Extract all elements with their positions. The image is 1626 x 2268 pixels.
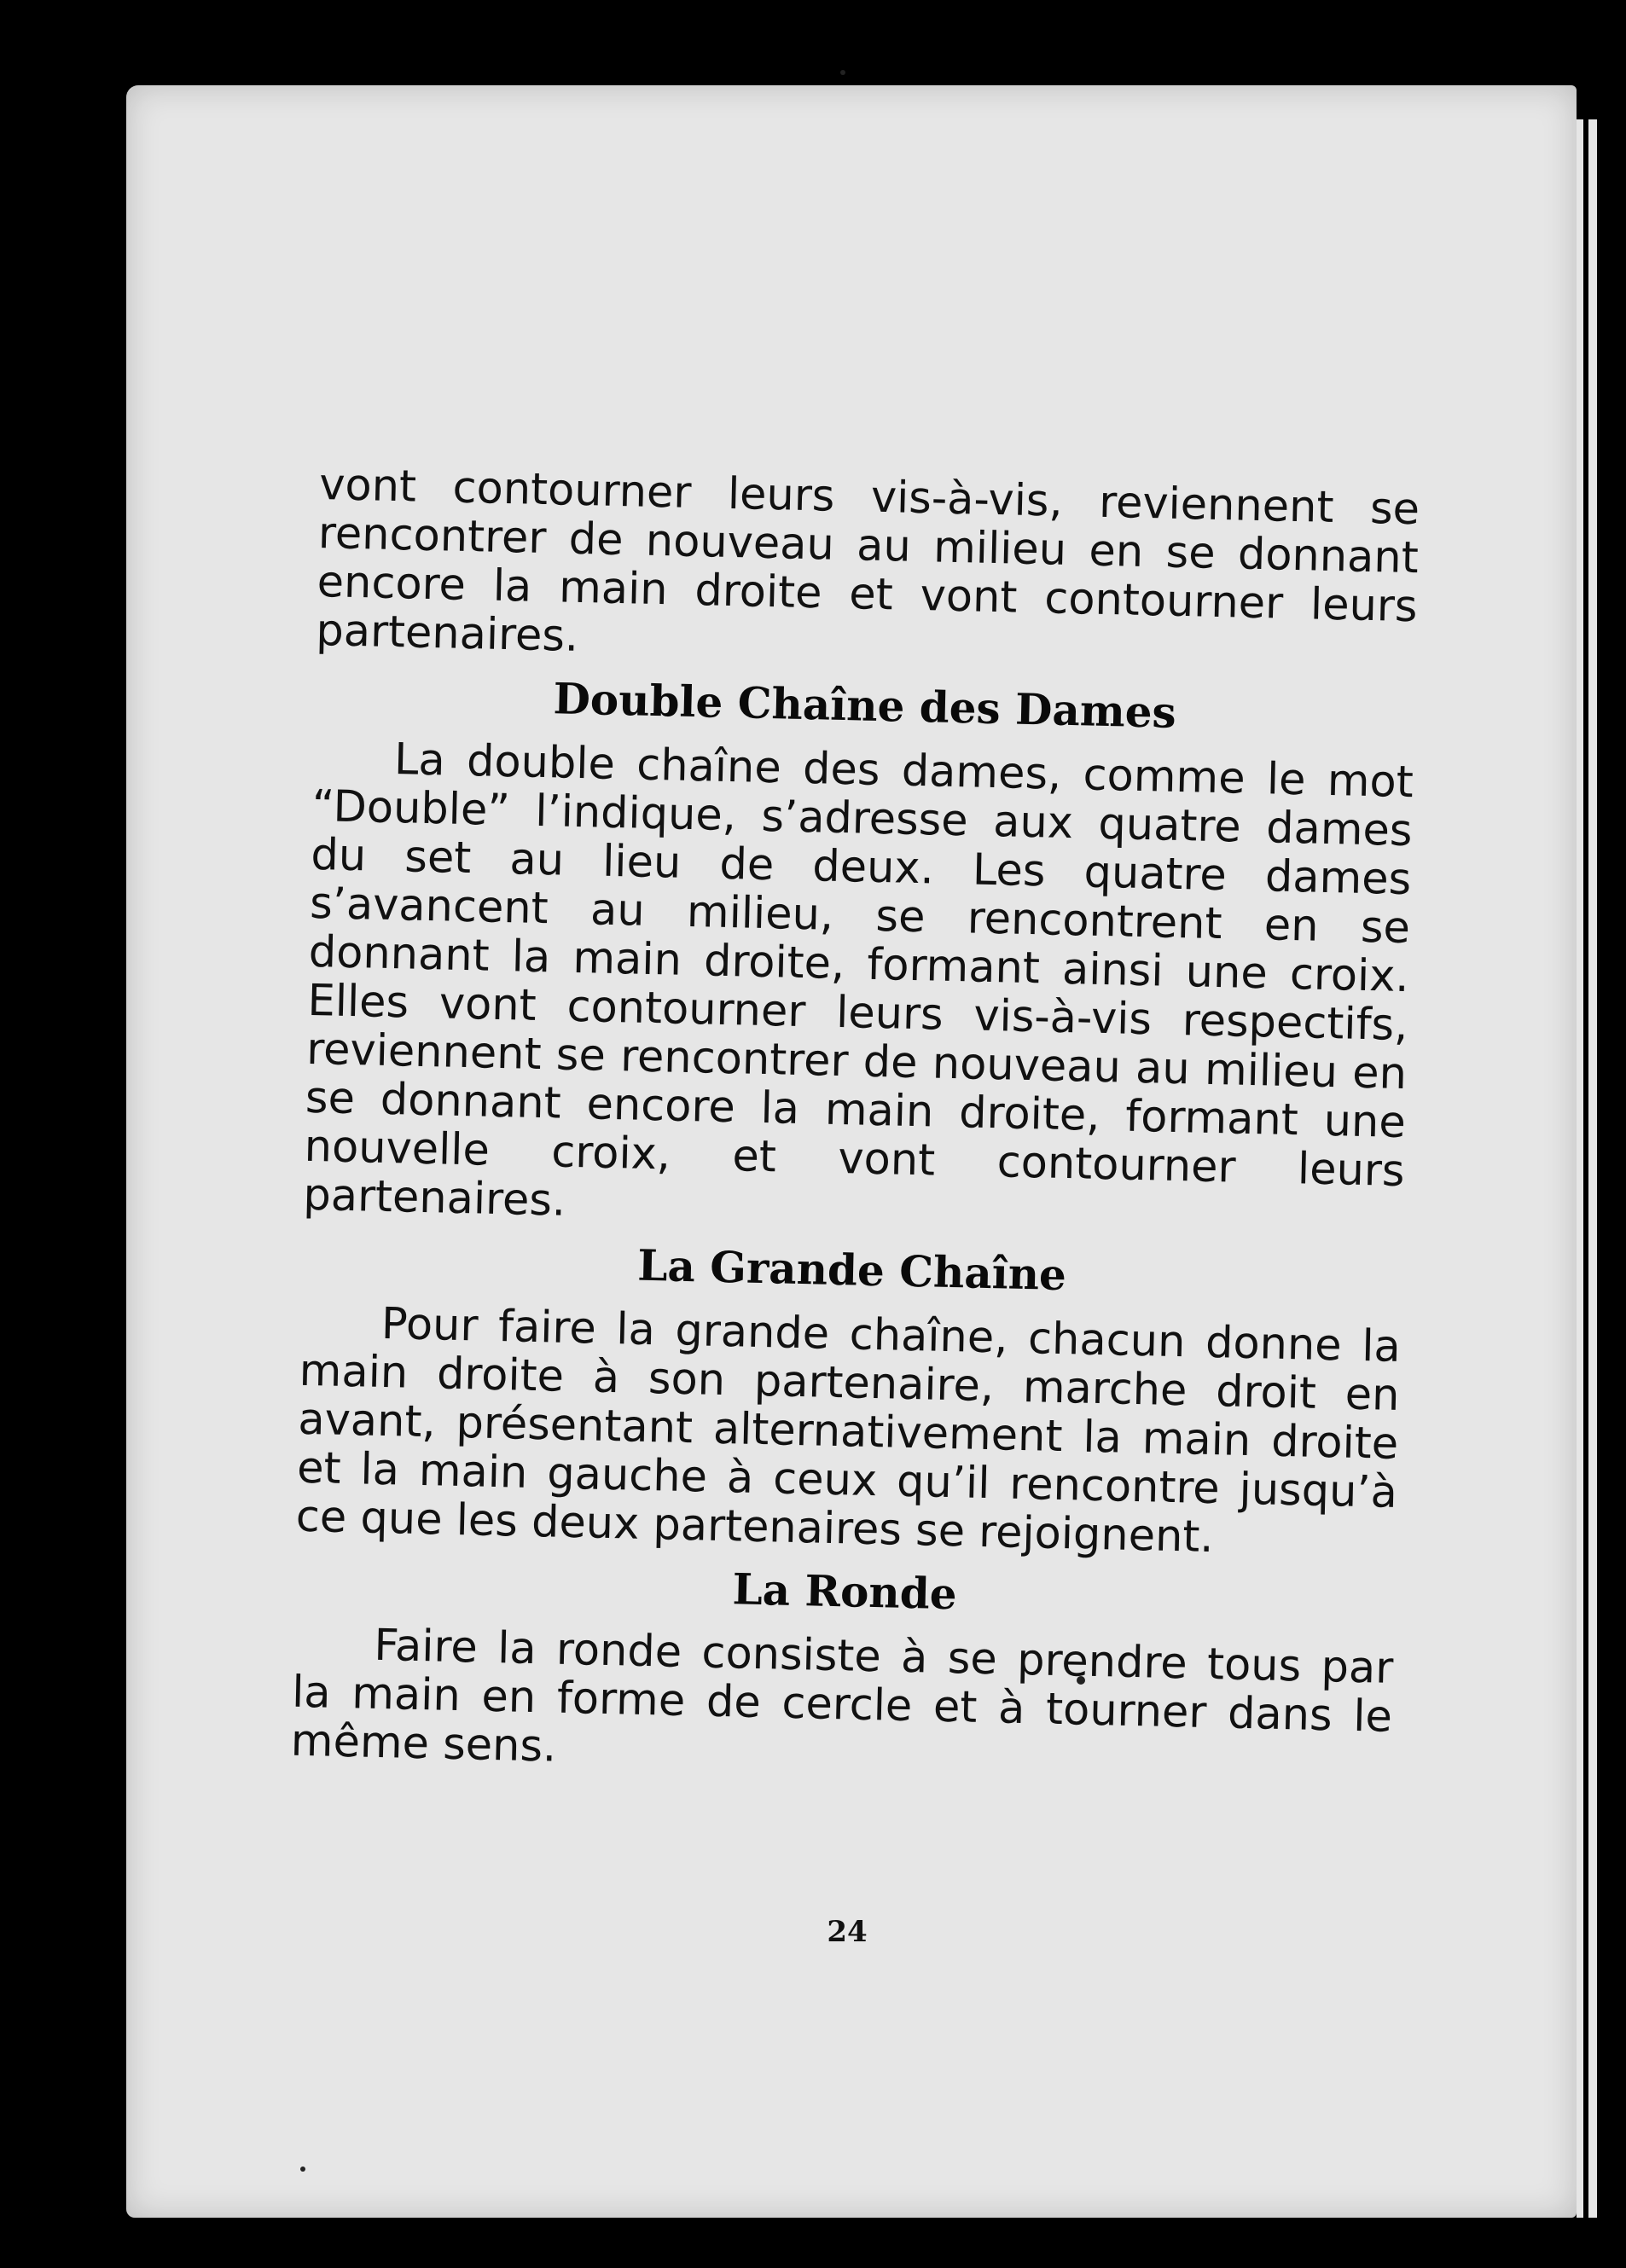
section-body-grande-chaine: Pour faire la grande chaîne, chacun donne la main droite à son partenaire, marche droit en avant, présentant alternativement la main droite et la main gauche à ceux qu’il rencontre jusqu’à ce que les deux partenaires se rejoignent. (295, 1298, 1402, 1563)
continuation-paragraph: vont contourner leurs vis-à-vis, reviennent se rencontrer de nouveau au milieu en se donnant encore la main droite et vont contourner leurs partenaires. (315, 460, 1420, 662)
ink-speck (300, 2166, 305, 2172)
section-body-la-ronde: Faire la ronde consiste à se prendre tous par la main en forme de cercle et à tourner dans le même sens. (290, 1620, 1394, 1772)
ink-speck (840, 70, 845, 75)
section-body-double-chaine: La double chaîne des dames, comme le mot “Double” l’indique, s’adresse aux quatre dames du set au lieu de deux. Les quatre dames s’avancent au milieu, se rencontrent en se donnant la main droite, formant ainsi une croix. Elles vont contourner leurs vis-à-vis respectifs, reviennent se rencontrer de nouveau au milieu en se donnant encore la main droite, formant une nouvelle croix, et vont contourner leurs partenaires. (302, 734, 1414, 1227)
section-heading-la-ronde: La Ronde (731, 1563, 958, 1620)
page-number: 24 (827, 1915, 868, 1949)
page-text (290, 461, 1420, 1790)
section-heading-grande-chaine: La Grande Chaîne (636, 1239, 1067, 1301)
section-heading-double-chaine: Double Chaîne des Dames (552, 673, 1177, 738)
page-gutter-shadow (1583, 119, 1588, 2218)
